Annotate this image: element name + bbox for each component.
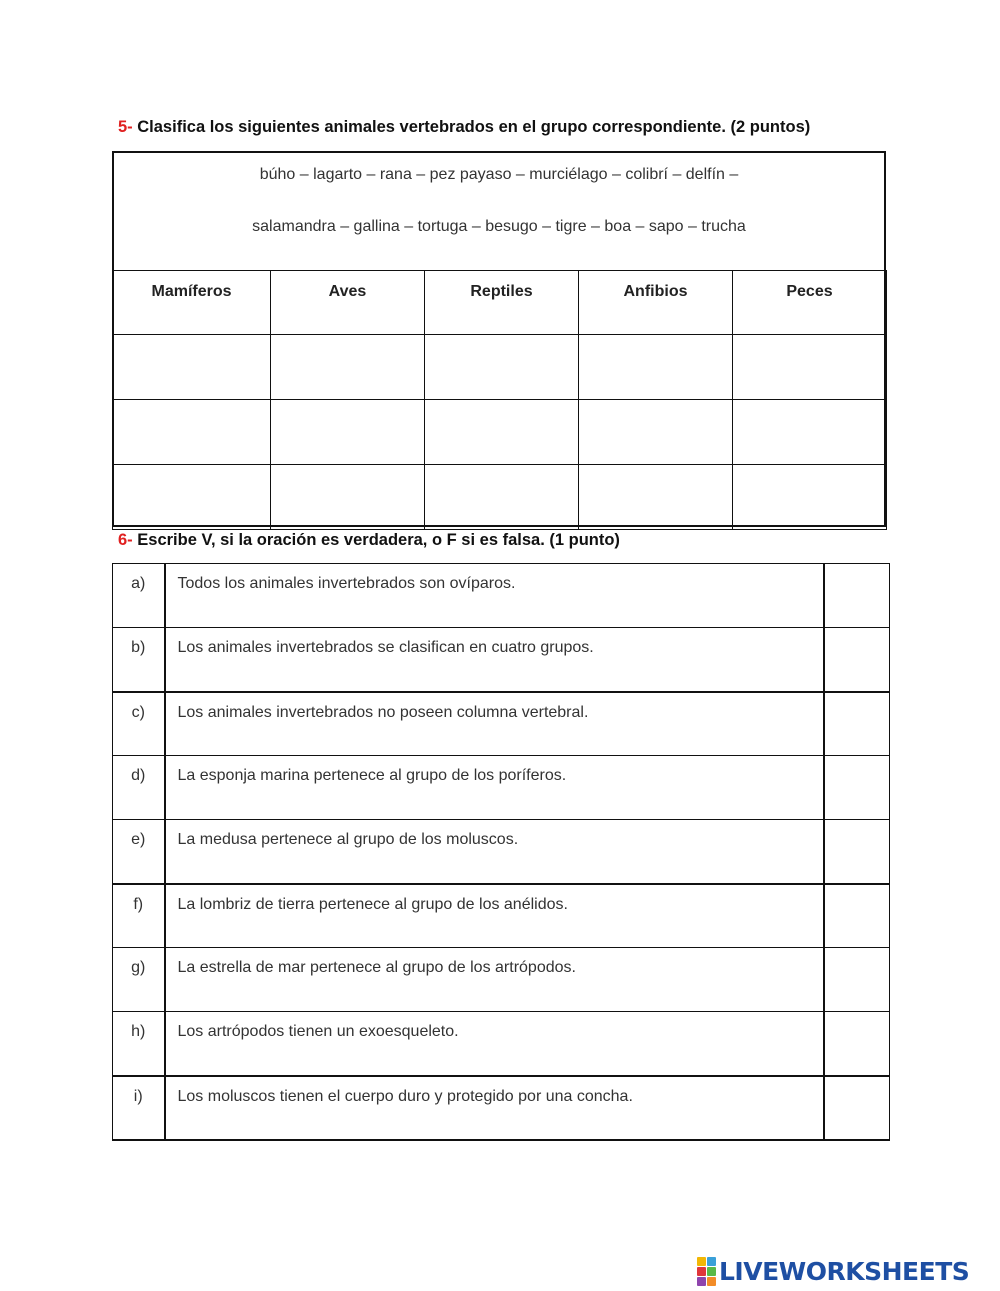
statement-text: La estrella de mar pertenece al grupo de los artrópodos.	[165, 948, 824, 1012]
answer-cell-anfibios[interactable]	[579, 465, 733, 530]
answer-cell-aves[interactable]	[271, 400, 425, 465]
logo-text: LIVEWORKSHEETS	[719, 1256, 970, 1286]
statement-text: La medusa pertenece al grupo de los moluscos.	[165, 820, 824, 884]
column-header-mamiferos: Mamíferos	[113, 271, 271, 335]
classification-table	[112, 151, 886, 527]
statement-row	[113, 692, 890, 756]
word-bank-line-1: búho – lagarto – rana – pez payaso – murciélago – colibrí – delfín –	[259, 166, 739, 183]
answer-box[interactable]	[824, 820, 890, 884]
word-bank-line-2: salamandra – gallina – tortuga – besugo – tigre – boa – sapo – trucha	[252, 218, 746, 235]
answer-box[interactable]	[824, 1076, 890, 1140]
answer-cell-anfibios[interactable]	[579, 400, 733, 465]
statement-text: La lombriz de tierra pertenece al grupo de los anélidos.	[165, 884, 824, 948]
answer-box[interactable]	[824, 564, 890, 628]
answer-cell-reptiles[interactable]	[425, 400, 579, 465]
statement-row	[113, 884, 890, 948]
answer-cell-mamiferos[interactable]	[113, 335, 271, 400]
statement-letter: b)	[113, 628, 165, 692]
liveworksheets-blocks-icon	[697, 1257, 716, 1286]
question-6-heading	[118, 531, 620, 550]
column-header-reptiles: Reptiles	[425, 271, 579, 335]
statement-text: La esponja marina pertenece al grupo de los poríferos.	[165, 756, 824, 820]
statement-text: Los artrópodos tienen un exoesqueleto.	[165, 1012, 824, 1076]
statement-row	[113, 1012, 890, 1076]
question-5-title: Clasifica los siguientes animales vertebrados en el grupo correspondiente. (2 puntos)	[132, 118, 811, 136]
column-header-anfibios: Anfibios	[579, 271, 733, 335]
statement-text: Todos los animales invertebrados son ovíparos.	[165, 564, 824, 628]
statement-row	[113, 1076, 890, 1140]
answer-cell-peces[interactable]	[733, 465, 887, 530]
statement-letter: g)	[113, 948, 165, 1012]
liveworksheets-logo[interactable]	[697, 1255, 969, 1287]
statement-letter: c)	[113, 692, 165, 756]
true-false-table	[112, 563, 890, 1141]
answer-cell-aves[interactable]	[271, 465, 425, 530]
answer-box[interactable]	[824, 1012, 890, 1076]
statement-letter: i)	[113, 1076, 165, 1140]
answer-cell-reptiles[interactable]	[425, 335, 579, 400]
statement-text: Los animales invertebrados no poseen columna vertebral.	[165, 692, 824, 756]
answer-box[interactable]	[824, 948, 890, 1012]
question-6-number: 6-	[118, 531, 133, 549]
answer-cell-mamiferos[interactable]	[113, 400, 271, 465]
answer-box[interactable]	[824, 692, 890, 756]
classification-grid	[112, 270, 887, 530]
statement-text: Los animales invertebrados se clasifican en cuatro grupos.	[165, 628, 824, 692]
column-header-peces: Peces	[733, 271, 887, 335]
statement-row	[113, 628, 890, 692]
classification-row	[113, 465, 887, 530]
question-5-number: 5-	[118, 118, 133, 136]
answer-cell-peces[interactable]	[733, 400, 887, 465]
statement-letter: h)	[113, 1012, 165, 1076]
answer-box[interactable]	[824, 628, 890, 692]
question-5-heading	[118, 118, 810, 137]
column-header-aves: Aves	[271, 271, 425, 335]
answer-cell-aves[interactable]	[271, 335, 425, 400]
classification-row	[113, 400, 887, 465]
statement-text: Los moluscos tienen el cuerpo duro y protegido por una concha.	[165, 1076, 824, 1140]
classification-row	[113, 335, 887, 400]
statement-row	[113, 564, 890, 628]
statement-row	[113, 756, 890, 820]
statement-row	[113, 948, 890, 1012]
answer-box[interactable]	[824, 756, 890, 820]
answer-cell-reptiles[interactable]	[425, 465, 579, 530]
answer-cell-anfibios[interactable]	[579, 335, 733, 400]
answer-cell-mamiferos[interactable]	[113, 465, 271, 530]
answer-box[interactable]	[824, 884, 890, 948]
statement-letter: e)	[113, 820, 165, 884]
statement-row	[113, 820, 890, 884]
question-6-title: Escribe V, si la oración es verdadera, o F si es falsa. (1 punto)	[132, 531, 620, 549]
classification-header-row	[113, 271, 887, 335]
statement-letter: f)	[113, 884, 165, 948]
statement-letter: a)	[113, 564, 165, 628]
statement-letter: d)	[113, 756, 165, 820]
answer-cell-peces[interactable]	[733, 335, 887, 400]
